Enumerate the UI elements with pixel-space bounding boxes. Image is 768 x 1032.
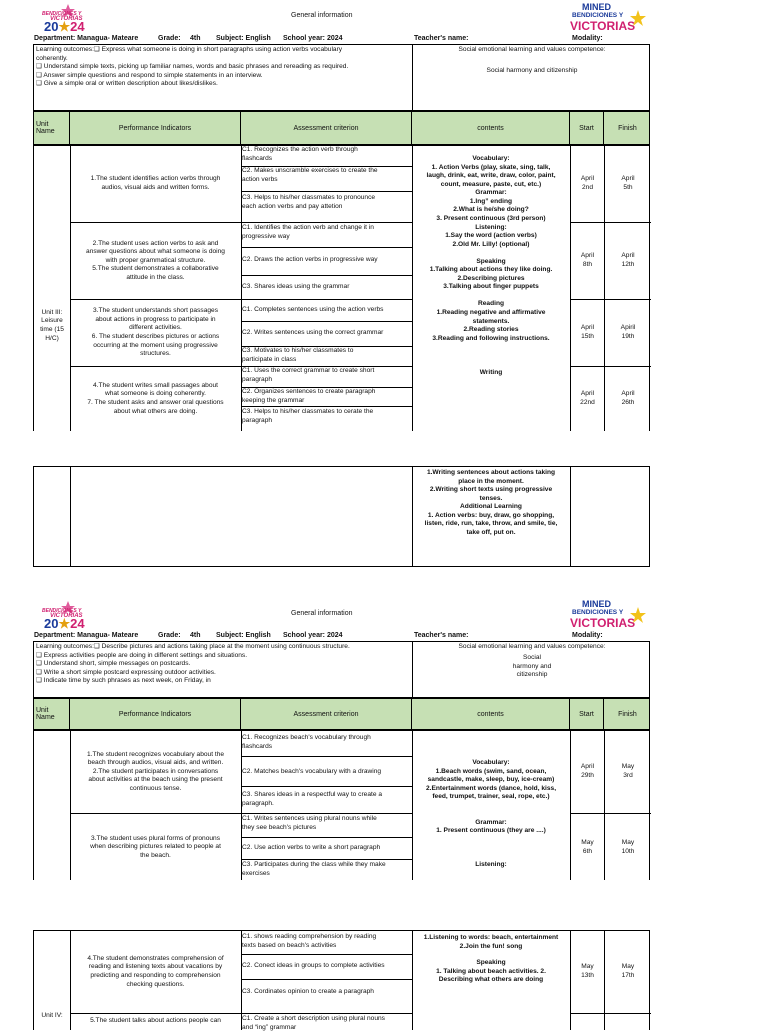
unit3-start-4 bbox=[571, 367, 604, 431]
outcome-line: ❑ Answer simple questions and respond to simple statements in an interview. bbox=[36, 71, 263, 79]
logo-right-2 bbox=[568, 599, 650, 631]
logo-left-line1: BENDICIONES Y bbox=[42, 11, 82, 17]
criterion-line: they see beach's pictures bbox=[242, 823, 317, 831]
content-line: 1. Talking about beach activities. 2. bbox=[436, 967, 546, 975]
unit4-finish-2 bbox=[605, 814, 651, 881]
content-line: feed, trumpet, trainer, seal, rope, etc.) bbox=[432, 793, 550, 801]
outcome-line: ❑ Express activities people are doing in different settings and situations. bbox=[36, 651, 248, 659]
content-line: 2.Writing short texts using progressive bbox=[429, 486, 553, 494]
outcome-line: ❑ Understand simple texts, picking up familiar names, words and basic phrases and rereading as required. bbox=[36, 63, 349, 71]
criterion-line: C1. Completes sentences using the action verbs bbox=[242, 306, 384, 313]
indicator-line: about activities at the beach using the present bbox=[88, 776, 223, 784]
header-start: Start bbox=[570, 699, 604, 729]
date-line: 6th bbox=[582, 847, 593, 855]
section1-grade-value: 4th bbox=[190, 35, 201, 42]
date-line: 5th bbox=[623, 184, 633, 191]
unit4-finish-4 bbox=[605, 931, 651, 1013]
indicator-line: answer questions about what someone is doing bbox=[86, 248, 225, 256]
unit4-indicator-1 bbox=[71, 731, 240, 813]
logo-right-1 bbox=[568, 2, 650, 34]
section1-subject: Subject: English bbox=[216, 35, 271, 42]
content-line: count, measure, paste, cut, etc.) bbox=[440, 180, 542, 188]
unit3-indicator-1 bbox=[71, 146, 240, 222]
criterion-line: and “ing” grammar bbox=[242, 1023, 297, 1031]
unit3-indicator-2 bbox=[71, 223, 240, 299]
section1-outcomes-box bbox=[33, 44, 650, 111]
competence-line: harmony and bbox=[512, 662, 552, 670]
unit4-criterion-1-2 bbox=[242, 768, 411, 777]
criterion-line: C1. Identifies the action verb and change it in bbox=[242, 224, 374, 231]
header-finish: Finish bbox=[618, 124, 637, 132]
content-line: 3.Reading and following instructions. bbox=[432, 334, 550, 342]
unit3-criterion-4-2 bbox=[242, 388, 411, 405]
section2-modality: Modality: bbox=[572, 632, 603, 639]
indicator-line: predicting and responding to comprehension bbox=[90, 972, 221, 979]
section1-competence-value: Social harmony and citizenship bbox=[486, 67, 578, 74]
content-line: 2.Describing pictures bbox=[457, 274, 525, 282]
date-line: 10th bbox=[621, 847, 635, 855]
outcome-line: ❑ Give a simple oral or written description about likes/dislikes. bbox=[36, 80, 218, 88]
content-line: Reading bbox=[477, 300, 504, 308]
section1-modality: Modality: bbox=[572, 35, 603, 42]
unit3-criterion-1-1 bbox=[242, 146, 411, 163]
section2-competence: Social emotional learning and values competence: bbox=[458, 643, 606, 650]
content-line bbox=[413, 802, 569, 811]
unit3-criterion-2-2 bbox=[242, 256, 411, 265]
indicator-line: 3.The student understands short passages bbox=[93, 307, 218, 315]
unit3-indicator-3 bbox=[71, 300, 240, 366]
logo-left-year-b: 24 bbox=[70, 19, 85, 34]
date-line: 2nd bbox=[581, 184, 593, 191]
criterion-line: C1. shows reading comprehension by reading bbox=[242, 933, 377, 940]
unit3-criterion-3-3 bbox=[242, 347, 411, 364]
section1-title: General information bbox=[291, 12, 353, 19]
section2-title: General information bbox=[291, 610, 353, 617]
unit4-name: Unit IV: bbox=[41, 1011, 63, 1019]
content-line: 2.Reading stories bbox=[463, 326, 519, 334]
content-line: 1.Say the word (action verbs) bbox=[445, 232, 537, 240]
criterion-line: C3. Helps to his/her classmates to cerate the bbox=[242, 408, 374, 415]
content-line: 1. Action verbs: buy, draw, go shopping, bbox=[427, 511, 555, 519]
criterion-line: C2. Makes unscramble exercises to create the bbox=[242, 167, 378, 174]
competence-line: citizenship bbox=[516, 671, 548, 679]
unit3-contents bbox=[413, 155, 569, 377]
section1-department: Department: Managua- Mateare bbox=[34, 35, 139, 42]
unit4-continuation bbox=[33, 930, 650, 1030]
criterion-line: C2. Matches beach's vocabulary with a drawing bbox=[242, 768, 382, 775]
unit4-indicator-2 bbox=[71, 814, 240, 881]
unit3-name bbox=[34, 296, 70, 356]
content-line: 1.Talking about actions they like doing. bbox=[429, 266, 553, 274]
content-line: statements. bbox=[472, 317, 510, 325]
criterion-line: action verbs bbox=[242, 175, 278, 183]
date-line: Apiril bbox=[620, 324, 636, 332]
indicator-line: 1.The student recognizes vocabulary about the bbox=[86, 750, 225, 758]
unit4-contents-cont bbox=[414, 934, 568, 985]
content-line: 1.Ing” ending bbox=[469, 197, 513, 205]
indicator-line: the beach. bbox=[140, 851, 171, 859]
section2-table-header bbox=[33, 698, 650, 730]
header-indicators: Performance Indicators bbox=[70, 699, 241, 729]
header-criterion: Assessment criterion bbox=[241, 112, 412, 144]
unit3-indicator-4 bbox=[71, 367, 240, 431]
indicator-line: reading and listening texts about vacations by bbox=[88, 963, 223, 971]
date-line: 13th bbox=[581, 972, 594, 979]
content-line: place in the moment. bbox=[458, 477, 524, 485]
unit-name-line: Unit III: bbox=[41, 308, 63, 316]
outcome-line: Learning outcomes:❑ Describe pictures and actions taking place at the moment using continuous structure. bbox=[36, 643, 350, 650]
competence-line: Social bbox=[523, 654, 541, 661]
criterion-line: exercises bbox=[242, 869, 270, 877]
criterion-line: flashcards bbox=[242, 154, 273, 162]
indicator-line: 6. The student describes pictures or actions bbox=[91, 333, 220, 340]
unit4-criterion-4-3 bbox=[242, 988, 411, 997]
criterion-line: C3. Motivates to his/her classmates to bbox=[242, 347, 354, 354]
criterion-line: C2. Draws the action verbs in progressive way bbox=[242, 256, 378, 263]
unit-name-line: Leisure bbox=[41, 317, 63, 325]
content-line: tenses. bbox=[479, 494, 503, 502]
logo-right-line1: MINED bbox=[582, 2, 611, 12]
indicator-line: continuous tense. bbox=[129, 784, 182, 792]
unit3-start-2 bbox=[571, 223, 604, 299]
criterion-line: C3. Helps to his/her classmates to pronounce bbox=[242, 194, 376, 201]
unit4-contents bbox=[413, 759, 569, 870]
section2-school-year: School year: 2024 bbox=[283, 632, 343, 639]
criterion-line: paragraph bbox=[242, 416, 273, 424]
criterion-line: C1. Writes sentences using plural nouns while bbox=[242, 815, 377, 822]
date-line: 3rd bbox=[623, 772, 633, 779]
criterion-line: C3. Shares ideas using the grammar bbox=[242, 283, 350, 290]
section2-teacher: Teacher's name: bbox=[414, 632, 469, 639]
unit4-criterion-2-3 bbox=[242, 861, 411, 878]
indicator-line: structures. bbox=[140, 350, 171, 358]
unit4-start-1 bbox=[571, 731, 604, 813]
unit3-criterion-2-1 bbox=[242, 224, 411, 241]
date-line: May bbox=[581, 838, 594, 846]
logo-left-year-a: 20 bbox=[44, 616, 59, 631]
criterion-line: progressive way bbox=[242, 232, 290, 240]
criterion-line: C2. Conect ideas in groups to complete activities bbox=[242, 962, 385, 969]
unit3-finish-3 bbox=[605, 300, 651, 366]
content-line: 2.Entertainment words (dance, hold, kiss, bbox=[425, 784, 557, 792]
criterion-line: paragraph bbox=[242, 375, 273, 383]
indicator-line: 5.The student talks about actions people can bbox=[90, 1017, 221, 1024]
indicator-line: checking questions. bbox=[126, 980, 185, 988]
date-line: 29th bbox=[581, 772, 594, 779]
date-line: May bbox=[621, 838, 635, 846]
header-finish: Finish bbox=[618, 710, 637, 718]
unit3-start-1 bbox=[571, 146, 604, 222]
content-line: 1.Listening to words: beach, entertainment bbox=[423, 934, 559, 941]
unit3-contents-cont bbox=[414, 469, 568, 538]
unit3-finish-1 bbox=[605, 146, 651, 222]
indicator-line: 4.The student writes small passages about bbox=[93, 381, 218, 389]
section2-subject: Subject: English bbox=[216, 632, 271, 639]
star-icon bbox=[630, 607, 646, 623]
date-line: April bbox=[580, 390, 595, 398]
unit3-finish-4 bbox=[605, 367, 651, 431]
unit3-criterion-2-3 bbox=[242, 283, 411, 292]
indicator-line: what someone is doing coherently. bbox=[104, 390, 207, 398]
section1-teacher: Teacher's name: bbox=[414, 35, 469, 42]
section2-outcomes-box bbox=[33, 641, 650, 698]
unit3-finish-2 bbox=[605, 223, 651, 299]
content-line: Speaking bbox=[476, 959, 506, 967]
criterion-line: C1. Recognizes beach's vocabulary through bbox=[242, 734, 371, 741]
unit4-start-2 bbox=[571, 814, 604, 881]
unit3-table bbox=[33, 145, 650, 431]
logo-right-line2: BENDICIONES Y bbox=[572, 609, 624, 616]
content-line bbox=[413, 810, 569, 819]
outcome-line: coherently. bbox=[36, 54, 68, 62]
unit3-criterion-4-1 bbox=[242, 367, 411, 384]
content-line: Grammar: bbox=[475, 818, 507, 826]
section2-outcomes bbox=[36, 643, 410, 686]
content-line bbox=[413, 292, 569, 301]
indicator-line: beach through audios, visual aids, and written. bbox=[87, 759, 224, 767]
outcome-line: ❑ Indicate time by such phrases as next week, on Friday, in bbox=[36, 677, 211, 685]
header-contents: contents bbox=[412, 112, 570, 144]
unit4-indicator-4 bbox=[71, 931, 240, 1013]
unit3-criterion-4-3 bbox=[242, 408, 411, 425]
content-line: 1.Beach words (swim, sand, ocean, bbox=[435, 767, 547, 775]
indicator-line: 2.The student uses action verbs to ask and bbox=[92, 239, 219, 247]
content-line: 2.Old Mr. Lilly! (optional) bbox=[452, 240, 530, 248]
date-line: 17th bbox=[621, 972, 635, 979]
unit4-criterion-4-2 bbox=[242, 962, 411, 971]
criterion-line: C1. Create a short description using plural nouns bbox=[242, 1015, 385, 1022]
unit-name-line: H/C) bbox=[45, 334, 59, 342]
logo-left-1: BENDICIONES Y VICTORIAS 20★24 bbox=[40, 2, 112, 34]
content-line: laugh, drink, eat, write, draw, color, paint, bbox=[426, 172, 556, 180]
content-line: sandcastle, make, sleep, buy, ice-cream) bbox=[427, 776, 555, 784]
indicator-line: 3.The student uses plural forms of pronouns bbox=[90, 834, 221, 842]
unit4-indicator-5 bbox=[71, 1017, 240, 1026]
content-line: Describing what others are doing bbox=[438, 976, 544, 984]
content-line: 2.Join the fun! song bbox=[459, 942, 523, 950]
content-line: 1. Action Verbs (play, skate, sing, talk, bbox=[431, 163, 551, 171]
date-line: April bbox=[621, 390, 635, 398]
date-line: May bbox=[621, 963, 635, 971]
indicator-line: 5.The student demonstrates a collaborative bbox=[92, 265, 219, 273]
indicator-line: when describing pictures related to people at bbox=[90, 843, 221, 851]
criterion-line: C1. Uses the correct grammar to create short bbox=[242, 367, 375, 374]
unit-name-line: time (15 bbox=[40, 326, 64, 333]
indicator-line: different activities. bbox=[129, 324, 182, 332]
outcome-line: ❑ Understand short, simple messages on postcards. bbox=[36, 660, 191, 668]
content-line bbox=[413, 343, 569, 352]
date-line: April bbox=[621, 175, 635, 183]
indicator-line: occurring at the moment using progressive bbox=[93, 341, 218, 349]
header-unit: Unit Name bbox=[34, 112, 70, 144]
content-line: 1. Present continuous (they are ....) bbox=[436, 827, 546, 835]
indicator-line: with proper grammatical structure. bbox=[105, 256, 206, 264]
date-line: 12th bbox=[621, 261, 635, 268]
date-line: April bbox=[580, 324, 595, 332]
unit4-criterion-2-2 bbox=[242, 844, 411, 853]
unit3-criterion-3-2 bbox=[242, 329, 411, 338]
section2-competence-value bbox=[414, 654, 650, 680]
unit3-start-3 bbox=[571, 300, 604, 366]
header-unit: Unit Name bbox=[34, 699, 70, 729]
date-line: 15th bbox=[581, 333, 594, 340]
unit3-criterion-3-1 bbox=[242, 306, 411, 315]
logo-left-year-a: 20 bbox=[44, 19, 59, 34]
date-line: 19th bbox=[621, 333, 635, 340]
logo-left-line2: VICTORIAS bbox=[50, 613, 83, 619]
content-line: 3. Present continuous (3rd person) bbox=[436, 214, 546, 222]
criterion-line: each action verbs and pay attetion bbox=[242, 202, 343, 210]
unit4-criterion-2-1 bbox=[242, 815, 411, 832]
date-line: April bbox=[580, 763, 595, 771]
content-line: Additional Learning bbox=[460, 503, 522, 511]
unit3-criterion-1-2 bbox=[242, 167, 411, 184]
content-line bbox=[413, 836, 569, 845]
content-line: take off, put on. bbox=[466, 528, 516, 536]
logo-right-line3: VICTORIAS bbox=[570, 19, 636, 33]
criterion-line: participate in class bbox=[242, 355, 297, 363]
header-criterion: Assessment criterion bbox=[241, 699, 412, 729]
content-line bbox=[413, 249, 569, 258]
header-indicators: Performance Indicators bbox=[70, 112, 241, 144]
section2-department: Department: Managua- Mateare bbox=[34, 632, 139, 639]
content-line: 1.Writing sentences about actions taking bbox=[426, 469, 556, 476]
section1-table-header bbox=[33, 111, 650, 145]
unit4-table bbox=[33, 730, 650, 880]
indicator-line: 1.The student identifies action verbs through bbox=[90, 175, 221, 183]
section1-grade: Grade: bbox=[158, 35, 181, 42]
criterion-line: C1. Recognizes the action verb through bbox=[242, 146, 358, 153]
date-line: April bbox=[621, 252, 635, 260]
indicator-line: about actions in progress to participate in bbox=[95, 315, 216, 323]
content-line bbox=[413, 360, 569, 369]
indicator-line: about what others are doing. bbox=[113, 407, 198, 415]
indicator-line: 4.The student demonstrates comprehension of bbox=[87, 954, 224, 962]
content-line: Writing bbox=[479, 368, 503, 376]
outcome-line: ❑ Write a short simple postcard expressing outdoor activities. bbox=[36, 668, 216, 676]
logo-left-year-b: 24 bbox=[70, 616, 85, 631]
content-line: 2.What is he/she doing? bbox=[453, 206, 529, 214]
unit4-criterion-1-1 bbox=[242, 734, 411, 751]
content-line bbox=[413, 853, 569, 862]
content-line: Listening: bbox=[475, 861, 507, 869]
content-line: 3.Talking about finger puppets bbox=[443, 283, 539, 291]
header-start: Start bbox=[570, 112, 604, 144]
content-line bbox=[413, 352, 569, 361]
logo-right-line1: MINED bbox=[582, 599, 611, 609]
criterion-line: paragraph. bbox=[242, 799, 274, 807]
indicator-line: 7. The student asks and answer oral questions bbox=[87, 399, 224, 406]
logo-left-line2: VICTORIAS bbox=[50, 16, 83, 22]
unit4-finish-1 bbox=[605, 731, 651, 813]
criterion-line: C2. Organizes sentences to create paragraph bbox=[242, 388, 376, 395]
date-line: April bbox=[580, 252, 595, 260]
section2-grade-value: 4th bbox=[190, 632, 201, 639]
date-line: May bbox=[581, 963, 594, 971]
criterion-line: C2. Writes sentences using the correct grammar bbox=[242, 329, 384, 336]
content-line: 1.Reading negative and affirmative bbox=[436, 309, 546, 316]
date-line: 8th bbox=[582, 261, 593, 268]
unit4-start-4 bbox=[571, 931, 604, 1013]
content-line: Speaking bbox=[476, 257, 506, 265]
criterion-line: C3. Participates during the class while they make bbox=[242, 861, 386, 868]
section1-outcomes bbox=[36, 46, 410, 89]
content-line bbox=[414, 951, 568, 959]
content-line: Vocabulary: bbox=[472, 155, 510, 162]
section1-school-year: School year: 2024 bbox=[283, 35, 343, 42]
criterion-line: texts based on beach's activities bbox=[242, 941, 337, 949]
logo-left-2: BENDICIONES Y VICTORIAS 20★24 bbox=[40, 599, 112, 631]
criterion-line: C3. Shares ideas in a respectful way to create a bbox=[242, 791, 383, 798]
date-line: May bbox=[621, 763, 635, 771]
content-line: Vocabulary: bbox=[472, 759, 510, 766]
indicator-line: attitude in the class. bbox=[126, 273, 185, 281]
date-line: 26th bbox=[621, 399, 635, 406]
section1-competence: Social emotional learning and values competence: bbox=[458, 46, 606, 53]
header-contents: contents bbox=[412, 699, 570, 729]
unit3-continuation bbox=[33, 466, 650, 567]
date-line: 22nd bbox=[580, 399, 595, 406]
indicator-line: 2.The student participates in conversations bbox=[92, 767, 219, 775]
logo-right-line2: BENDICIONES Y bbox=[572, 12, 624, 19]
content-line: Listening: bbox=[475, 223, 507, 231]
unit3-criterion-1-3 bbox=[242, 194, 411, 211]
criterion-line: flashcards bbox=[242, 742, 273, 750]
unit4-criterion-4-1 bbox=[242, 933, 411, 950]
section2-grade: Grade: bbox=[158, 632, 181, 639]
content-line: Grammar: bbox=[475, 189, 507, 197]
star-icon bbox=[630, 10, 646, 26]
date-line: April bbox=[580, 175, 595, 183]
content-line: listen, ride, run, take, throw, and smile, tie, bbox=[424, 520, 558, 528]
criterion-line: C3. Cordinates opinion to create a paragraph bbox=[242, 988, 374, 995]
indicator-line: audios, visual aids and written forms. bbox=[101, 184, 210, 191]
unit4-criterion-1-3 bbox=[242, 791, 411, 808]
logo-left-line1: BENDICIONES Y bbox=[42, 608, 82, 614]
criterion-line: keeping the grammar bbox=[242, 396, 305, 404]
content-line bbox=[413, 844, 569, 853]
criterion-line: C2. Use action verbs to write a short paragraph bbox=[242, 844, 381, 851]
logo-right-line3: VICTORIAS bbox=[570, 616, 636, 630]
outcome-line: Learning outcomes:❑ Express what someone is doing in short paragraphs using action verbs vocabulary bbox=[36, 46, 343, 53]
